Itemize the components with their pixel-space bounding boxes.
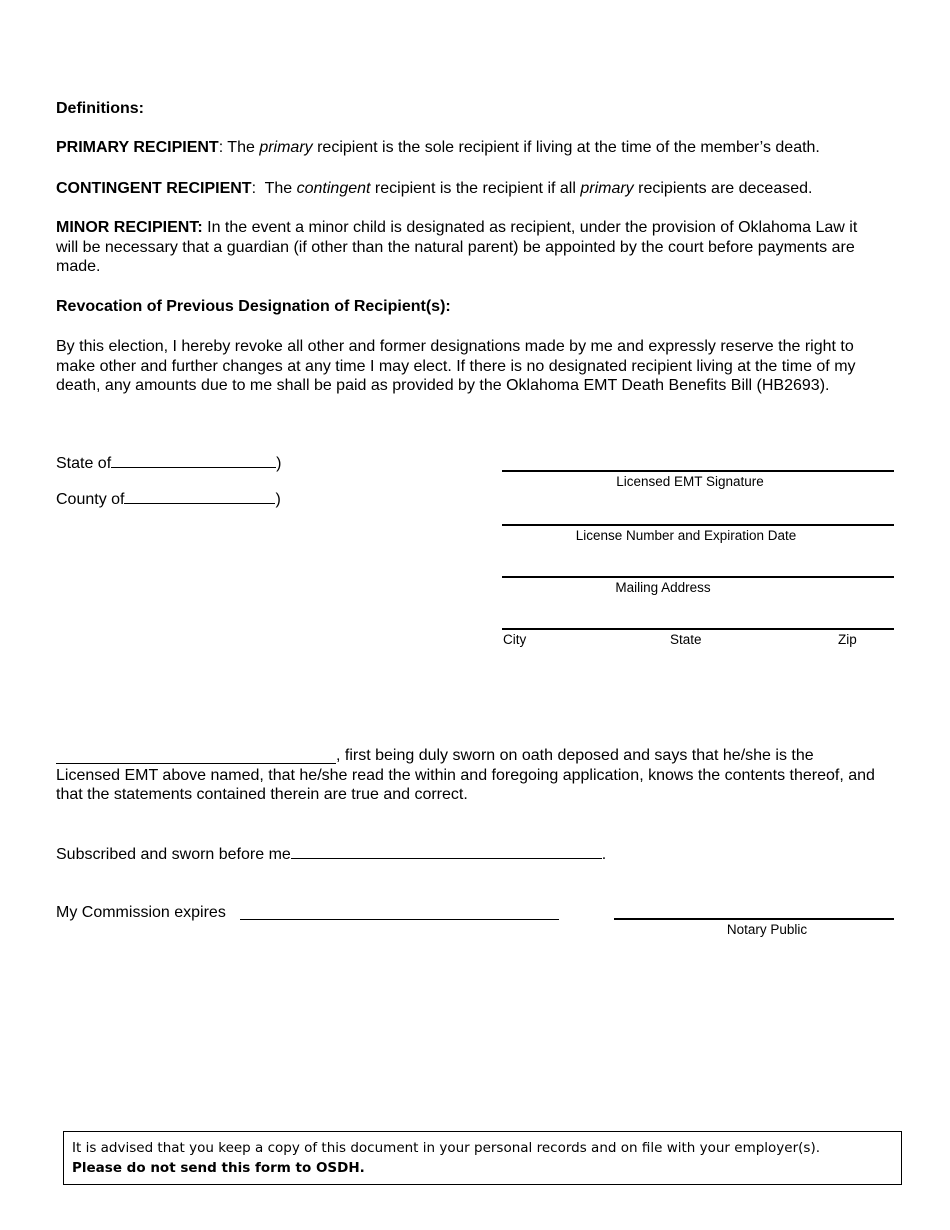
- zip-caption: Zip: [838, 632, 857, 647]
- notice-line-2: Please do not send this form to OSDH.: [72, 1160, 365, 1176]
- county-of-close: ): [275, 491, 281, 508]
- state-caption: State: [670, 632, 702, 647]
- county-of-label: County of: [56, 491, 125, 508]
- contingent-pre: : The: [251, 180, 297, 197]
- notary-public-caption: Notary Public: [726, 922, 808, 937]
- subscribed-label: Subscribed and sworn before me: [56, 846, 291, 863]
- mailing-line[interactable]: [502, 576, 894, 578]
- subscribed-period: .: [601, 846, 607, 863]
- contingent-mid: recipient is the recipient if all: [370, 180, 581, 197]
- revocation-text: By this election, I hereby revoke all other and former designations made by me and expressly reserve the right to make other and further changes at any time I may elect. If there is no designated recipient living at the time of my death, any amounts due to me shall be paid as provided by the Oklahoma EMT Death Benefits Bill (HB2693).: [56, 338, 856, 394]
- city-caption: City: [503, 632, 527, 647]
- commission-blank[interactable]: [240, 919, 559, 920]
- minor-recipient-term: MINOR RECIPIENT:: [56, 219, 203, 236]
- subscribed-field: [56, 845, 606, 865]
- county-of-field: [56, 490, 281, 510]
- primary-em: primary: [259, 139, 313, 156]
- city-state-zip-line[interactable]: [502, 628, 894, 630]
- commission-label: My Commission expires: [56, 904, 226, 921]
- notary-signature-line[interactable]: [614, 918, 894, 920]
- contingent-recipient-definition: [56, 179, 896, 199]
- minor-text: In the event a minor child is designated as recipient, under the provision of Oklahoma Law it will be necessary that a guardian (if other than the natural parent) be appointed by the court before payments are made.: [56, 219, 858, 275]
- primary-recipient-term: PRIMARY RECIPIENT: [56, 139, 219, 156]
- county-of-blank[interactable]: [124, 491, 275, 504]
- primary-post: recipient is the sole recipient if living at the time of the member’s death.: [312, 139, 820, 156]
- contingent-post: recipients are deceased.: [633, 180, 813, 197]
- license-line[interactable]: [502, 524, 894, 526]
- state-of-label: State of: [56, 455, 112, 472]
- notice-box: [63, 1131, 902, 1185]
- state-of-field: [56, 454, 281, 474]
- definitions-heading: Definitions:: [56, 100, 144, 117]
- oath-text: , first being duly sworn on oath deposed and says that he/she is the Licensed EMT above named, that he/she read the within and foregoing application, knows the contents thereof, and that the statements contained therein are true and correct.: [56, 747, 875, 803]
- contingent-em2: primary: [580, 180, 634, 197]
- signature-caption: Licensed EMT Signature: [616, 474, 764, 489]
- primary-recipient-definition: [56, 138, 896, 158]
- state-of-close: ): [276, 455, 282, 472]
- primary-pre: : The: [218, 139, 260, 156]
- minor-recipient-definition: [56, 218, 864, 277]
- signature-line[interactable]: [502, 470, 894, 472]
- contingent-em1: contingent: [296, 180, 371, 197]
- notice-line-1: It is advised that you keep a copy of this document in your personal records and on file with your employer(s).: [72, 1140, 821, 1156]
- revocation-heading: Revocation of Previous Designation of Recipient(s):: [56, 298, 451, 315]
- contingent-recipient-term: CONTINGENT RECIPIENT: [56, 180, 252, 197]
- subscribed-blank[interactable]: [291, 846, 602, 859]
- license-caption: License Number and Expiration Date: [575, 528, 797, 543]
- state-of-blank[interactable]: [111, 455, 276, 468]
- mailing-caption: Mailing Address: [615, 580, 711, 595]
